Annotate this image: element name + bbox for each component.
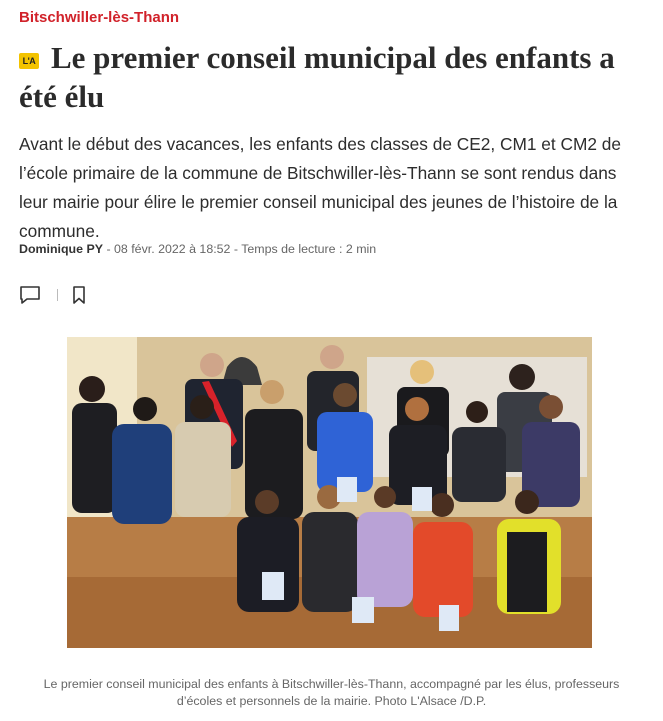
article-actions <box>19 284 90 306</box>
article-title <box>19 38 649 116</box>
article-title-text: Le premier conseil municipal des enfants a été élu <box>19 40 615 114</box>
article-lede: Avant le début des vacances, les enfants des classes de CE2, CM1 et CM2 de l’école primaire de la commune de Bitschwiller-lès-Thann se sont rendus dans leur mairie pour élire le premier conseil municipal des jeunes de l’histoire de la commune. <box>19 134 621 241</box>
actions-divider <box>57 289 58 301</box>
article-photo[interactable] <box>67 337 592 648</box>
byline <box>19 242 376 256</box>
lalsace-badge-icon: L'A <box>19 53 39 69</box>
bookmark-icon[interactable] <box>68 284 90 306</box>
author-name[interactable]: Dominique PY <box>19 242 103 256</box>
article-meta: - 08 févr. 2022 à 18:52 - Temps de lecture : 2 min <box>103 242 377 256</box>
comment-icon[interactable] <box>19 284 41 306</box>
photo-caption: Le premier conseil municipal des enfants à Bitschwiller-lès-Thann, accompagné par les élus, professeurs d’écoles et personnels de la mairie. Photo L'Alsace /D.P. <box>43 677 620 708</box>
section-kicker-link[interactable]: Bitschwiller-lès-Thann <box>19 9 180 26</box>
